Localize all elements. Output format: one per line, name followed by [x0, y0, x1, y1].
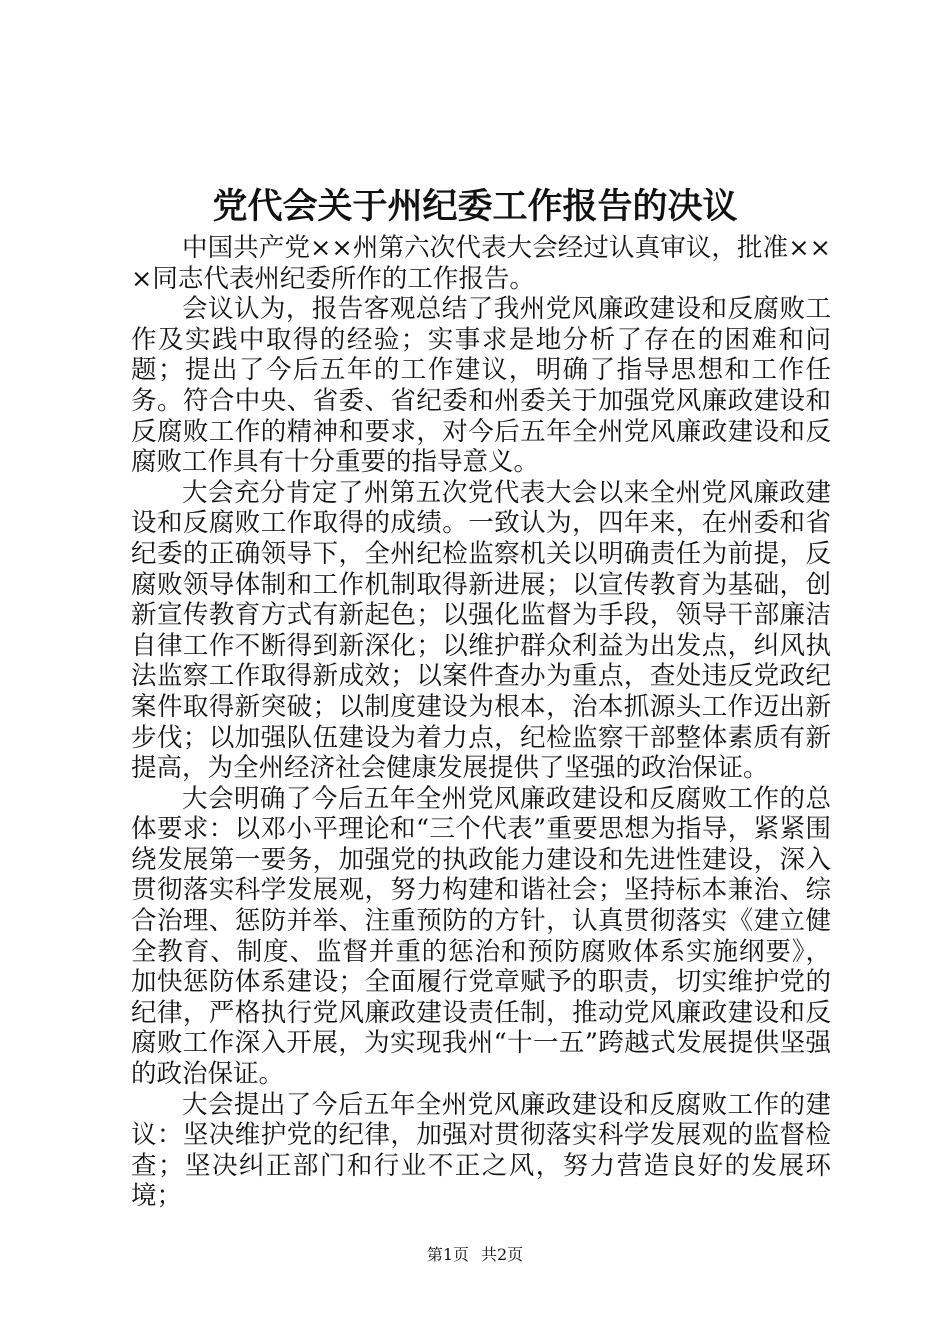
paragraph-2: 会议认为，报告客观总结了我州党风廉政建设和反腐败工作及实践中取得的经验；实事求是地分析了存在的困难和问题；提出了今后五年的工作建议，明确了指导思想和工作任务。符合中央、省委、省纪委和州委关于加强党风廉政建设和反腐败工作的精神和要求，对今后五年全州党风廉政建设和反腐败工作具有十分重要的指导意义。	[131, 294, 831, 478]
paragraph-4: 大会明确了今后五年全州党风廉政建设和反腐败工作的总体要求：以邓小平理论和“三个代表”重要思想为指导，紧紧围绕发展第一要务，加强党的执政能力建设和先进性建设，深入贯彻落实科学发展观，努力构建和谐社会；坚持标本兼治、综合治理、惩防并举、注重预防的方针，认真贯彻落实《建立健全教育、制度、监督并重的惩治和预防腐败体系实施纲要》，加快惩防体系建设；全面履行党章赋予的职责，切实维护党的纪律，严格执行党风廉政建设责任制，推动党风廉政建设和反腐败工作深入开展，为实现我州“十一五”跨越式发展提供坚强的政治保证。	[131, 783, 831, 1090]
page-total: 共2页	[481, 1245, 524, 1264]
paragraph-1: 中国共产党××州第六次代表大会经过认真审议，批准×××同志代表州纪委所作的工作报告。	[131, 233, 831, 294]
page-number: 第1页	[426, 1245, 469, 1264]
paragraph-3: 大会充分肯定了州第五次党代表大会以来全州党风廉政建设和反腐败工作取得的成绩。一致认为，四年来，在州委和省纪委的正确领导下，全州纪检监察机关以明确责任为前提，反腐败领导体制和工作机制取得新进展；以宣传教育为基础，创新宣传教育方式有新起色；以强化监督为手段，领导干部廉洁自律工作不断得到新深化；以维护群众利益为出发点，纠风执法监察工作取得新成效；以案件查办为重点，查处违反党政纪案件取得新突破；以制度建设为根本，治本抓源头工作迈出新步伐；以加强队伍建设为着力点，纪检监察干部整体素质有新提高，为全州经济社会健康发展提供了坚强的政治保证。	[131, 477, 831, 784]
document-title: 党代会关于州纪委工作报告的决议	[212, 186, 738, 227]
paragraph-5: 大会提出了今后五年全州党风廉政建设和反腐败工作的建议：坚决维护党的纪律，加强对贯彻落实科学发展观的监督检查；坚决纠正部门和行业不正之风，努力营造良好的发展环境；	[131, 1089, 831, 1212]
page-footer	[0, 1244, 950, 1266]
document-body	[131, 233, 831, 1212]
